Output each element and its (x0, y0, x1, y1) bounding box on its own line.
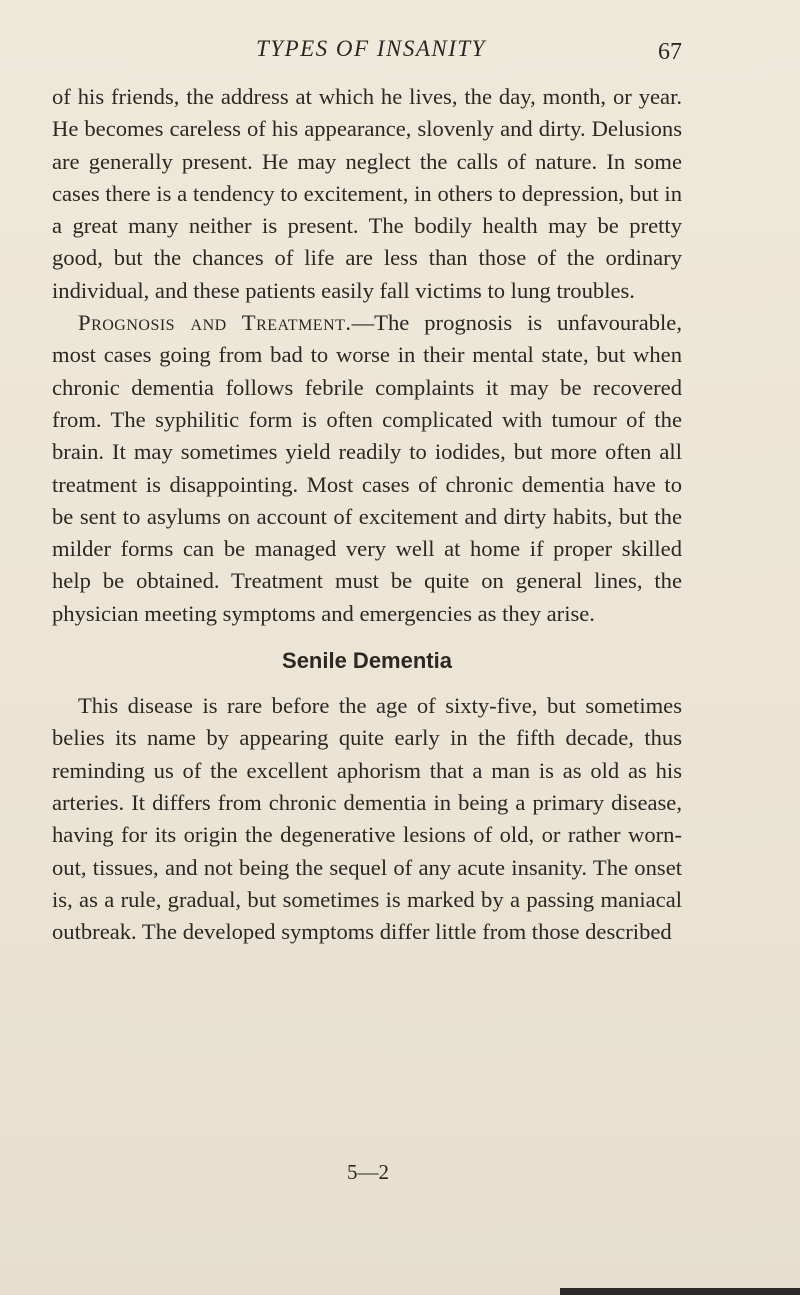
section-heading: Senile Dementia (282, 648, 452, 674)
body-text (52, 81, 682, 948)
paragraph-1: of his friends, the address at which he lives, the day, month, or year. He becomes careless of his appearance, slovenly and dirty. Delusions are generally present. He may neglect the calls of nature. In some cases there is a tendency to excitement, in others to depression, but in a great many neither is present. The bodily health may be pretty good, but the chances of life are less than those of the ordinary individual, and these patients easily fall victims to lung troubles. (52, 84, 682, 303)
paragraph-2 (52, 307, 682, 630)
page-number: 67 (658, 39, 682, 65)
paragraph-2-text: —The prognosis is unfavourable, most cases going from bad to worse in their mental state, but when chronic dementia follows febrile complaints it may be recovered from. The syphilitic form is often complicated with tumour of the brain. It may sometimes yield readily to iodides, but more often all treatment is disappointing. Most cases of chronic dementia have to be sent to asylums on account of excitement and dirty habits, but the milder forms can be managed very well at home if proper skilled help be obtained. Treatment must be quite on general lines, the physician meeting symptoms and emergencies as they arise. (52, 310, 682, 626)
page-edge-shadow (560, 1288, 800, 1295)
running-head (0, 36, 800, 66)
paragraph-3: This disease is rare before the age of sixty-five, but sometimes belies its name by appearing quite early in the fifth decade, thus reminding us of the excellent aphorism that a man is as old as his arteries. It differs from chronic dementia in being a primary disease, having for its origin the degenerative lesions of old, or rather worn-out, tissues, and not being the sequel of any acute insanity. The onset is, as a rule, gradual, but sometimes is marked by a passing maniacal outbreak. The developed symptoms differ little from those described (52, 693, 682, 945)
running-title: TYPES OF INSANITY (256, 36, 486, 61)
paragraph-2-lead: Prognosis and Treatment. (78, 310, 352, 336)
signature-mark: 5—2 (347, 1160, 389, 1184)
